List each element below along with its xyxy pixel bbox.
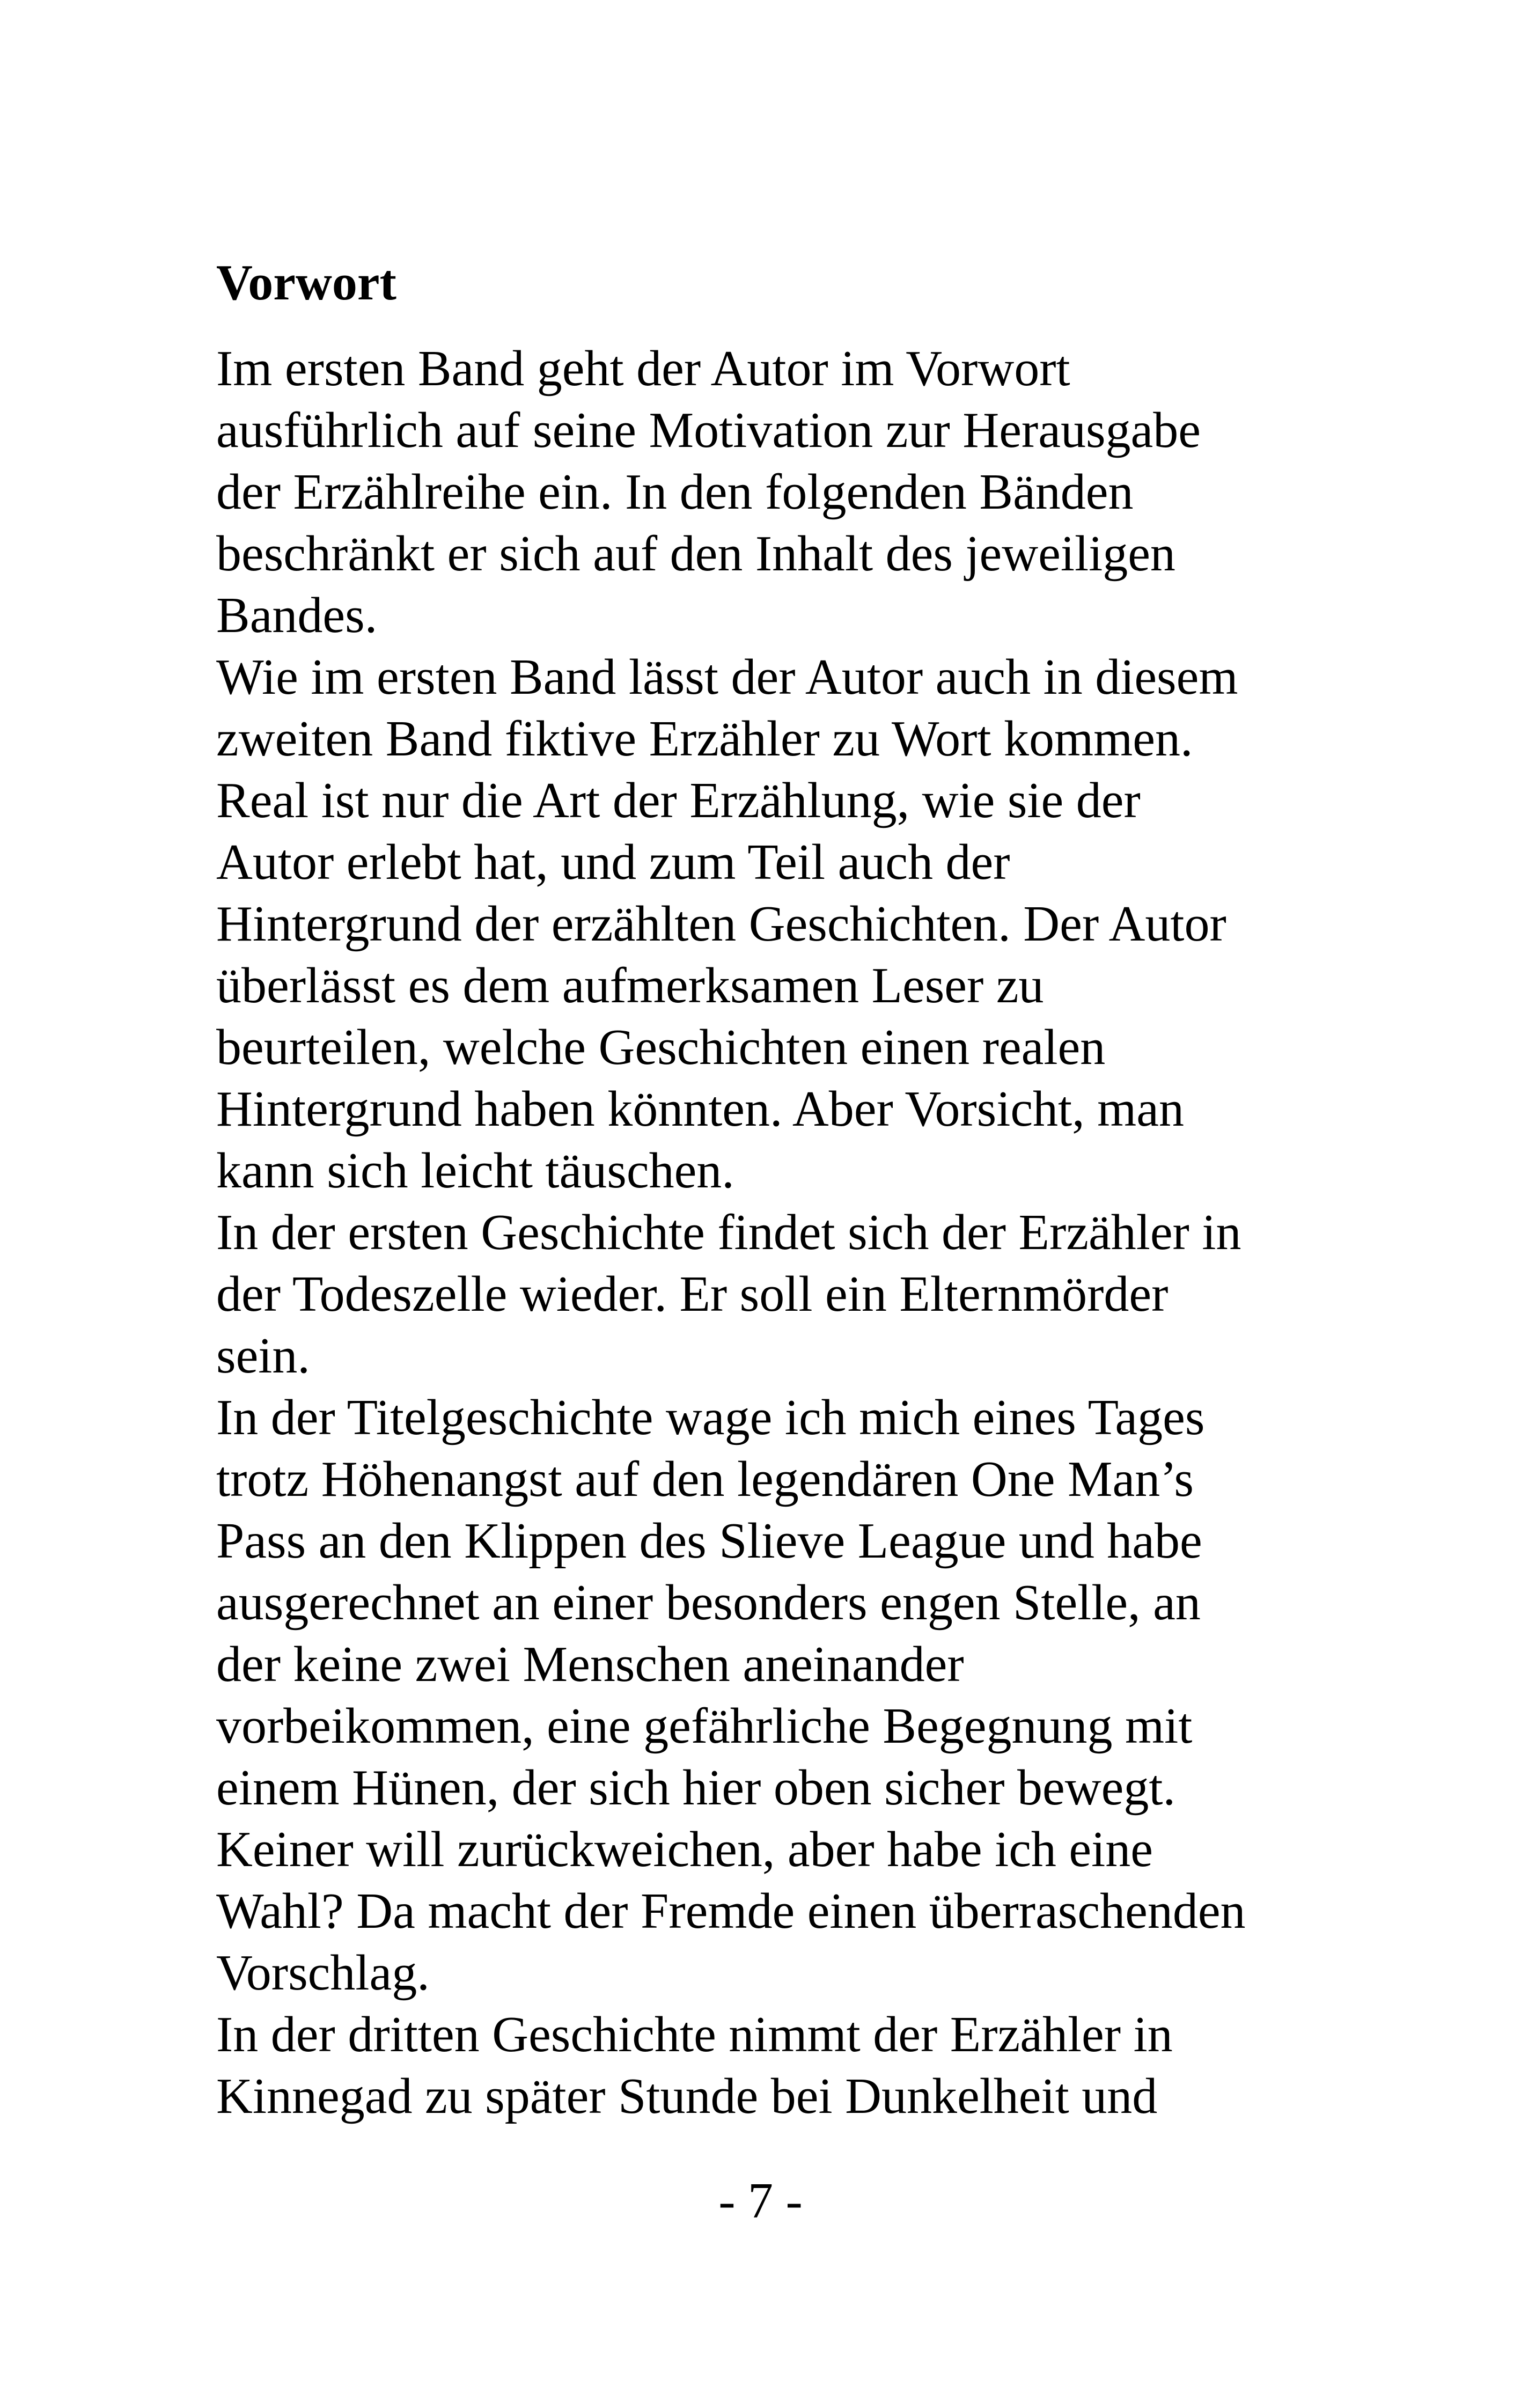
text-line: einem Hünen, der sich hier oben sicher bewegt. bbox=[216, 1760, 1175, 1816]
text-line: In der Titelgeschichte wage ich mich eines Tages bbox=[216, 1390, 1205, 1445]
text-line: beschränkt er sich auf den Inhalt des jeweiligen bbox=[216, 526, 1175, 582]
text-line: ausgerechnet an einer besonders engen Stelle, an bbox=[216, 1575, 1201, 1631]
text-line: Keiner will zurückweichen, aber habe ich eine bbox=[216, 1822, 1153, 1877]
text-line: Autor erlebt hat, und zum Teil auch der bbox=[216, 834, 1010, 890]
section-heading: Vorwort bbox=[216, 255, 396, 311]
text-line: ausführlich auf seine Motivation zur Herausgabe bbox=[216, 402, 1201, 458]
text-line: trotz Höhenangst auf den legendären One Man’s bbox=[216, 1451, 1194, 1507]
text-line: Real ist nur die Art der Erzählung, wie sie der bbox=[216, 773, 1141, 828]
text-line: Pass an den Klippen des Slieve League und habe bbox=[216, 1513, 1202, 1569]
text-line: Kinnegad zu später Stunde bei Dunkelheit und bbox=[216, 2068, 1158, 2124]
text-line: kann sich leicht täuschen. bbox=[216, 1143, 734, 1199]
text-line: vorbeikommen, eine gefährliche Begegnung mit bbox=[216, 1698, 1193, 1754]
text-line: In der dritten Geschichte nimmt der Erzähler in bbox=[216, 2007, 1173, 2062]
text-line: Bandes. bbox=[216, 588, 378, 643]
page-number: - 7 - bbox=[718, 2173, 803, 2229]
text-line: beurteilen, welche Geschichten einen realen bbox=[216, 1019, 1106, 1075]
text-line: sein. bbox=[216, 1328, 310, 1384]
text-line: der Erzählreihe ein. In den folgenden Bänden bbox=[216, 464, 1134, 520]
text-line: Hintergrund haben könnten. Aber Vorsicht, man bbox=[216, 1081, 1184, 1137]
text-line: zweiten Band fiktive Erzähler zu Wort kommen. bbox=[216, 711, 1193, 767]
text-line: Wie im ersten Band lässt der Autor auch in diesem bbox=[216, 649, 1238, 705]
text-line: Wahl? Da macht der Fremde einen überraschenden bbox=[216, 1883, 1246, 1939]
text-line: In der ersten Geschichte findet sich der Erzähler in bbox=[216, 1205, 1241, 1260]
text-line: Hintergrund der erzählten Geschichten. Der Autor bbox=[216, 896, 1226, 952]
text-line: Im ersten Band geht der Autor im Vorwort bbox=[216, 341, 1070, 397]
body-text bbox=[216, 338, 1343, 2127]
text-line: Vorschlag. bbox=[216, 1945, 430, 2001]
text-line: der Todeszelle wieder. Er soll ein Elternmörder bbox=[216, 1266, 1169, 1322]
text-line: der keine zwei Menschen aneinander bbox=[216, 1636, 964, 1692]
text-line: überlässt es dem aufmerksamen Leser zu bbox=[216, 958, 1044, 1014]
